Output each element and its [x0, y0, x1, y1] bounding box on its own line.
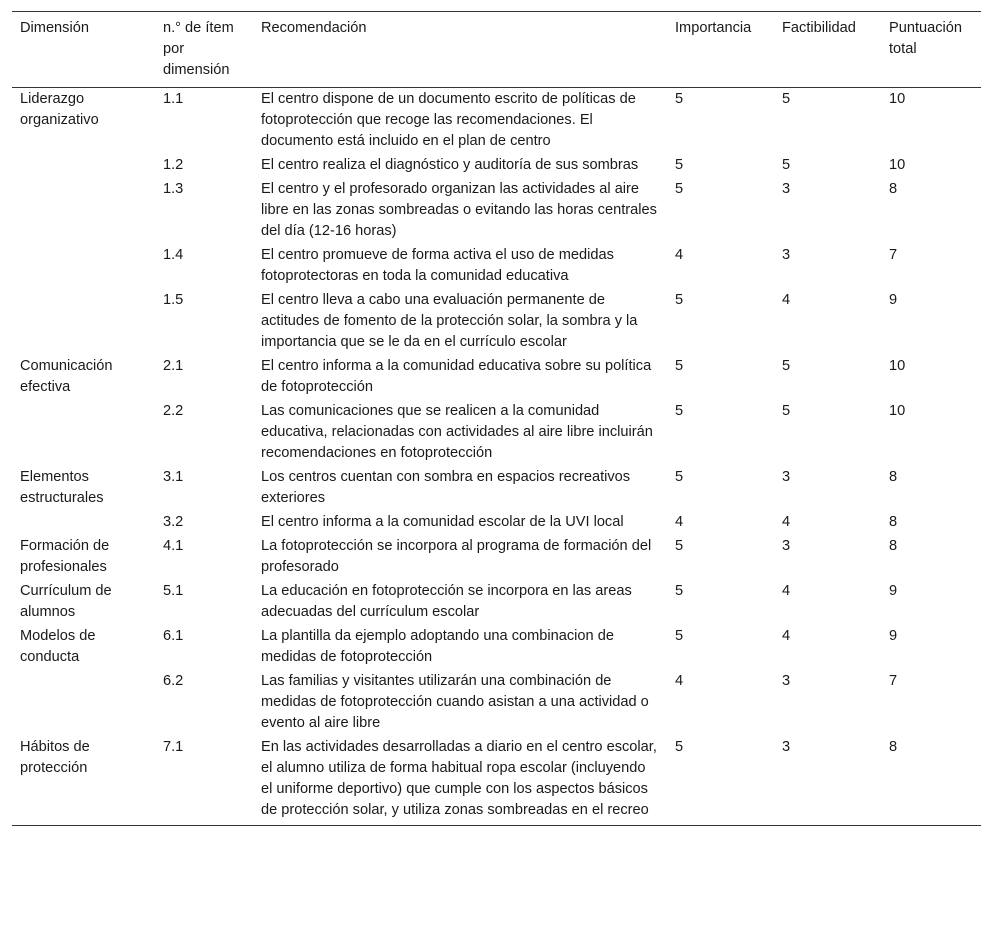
cell-recommendation: La fotoprotección se incorpora al programa de formación del profesorado: [261, 538, 652, 575]
cell-dimension: [12, 288, 155, 354]
cell-importance: 5: [675, 157, 684, 173]
cell-total-score: 8: [889, 538, 898, 554]
cell-dimension: [12, 510, 155, 534]
cell-feasibility: 3: [782, 247, 791, 263]
header-row: [12, 12, 981, 88]
recommendations-table-container: [12, 11, 981, 826]
cell-recommendation: El centro y el profesorado organizan las actividades al aire libre en las zonas sombreadas o evitando las horas centrales del día (12-16 horas): [261, 181, 657, 239]
cell-total-score: 8: [889, 514, 898, 530]
cell-total-score: 8: [881, 735, 981, 826]
recommendations-table: [12, 11, 981, 826]
cell-item-number: 6.2: [163, 673, 184, 689]
cell-dimension: [12, 153, 155, 177]
cell-recommendation: El centro promueve de forma activa el uso de medidas fotoprotectoras en toda la comunidad educativa: [261, 247, 614, 284]
cell-dimension: Elementos estructurales: [20, 469, 104, 506]
cell-total-score: 10: [889, 91, 906, 107]
table-header: [12, 12, 981, 88]
cell-feasibility: 3: [774, 735, 881, 826]
table-row: [12, 288, 981, 354]
cell-importance: 5: [675, 469, 684, 485]
table-row: [12, 534, 981, 579]
cell-feasibility: 5: [782, 157, 791, 173]
cell-importance: 5: [675, 403, 684, 419]
cell-importance: 5: [675, 358, 684, 374]
cell-feasibility: 4: [782, 514, 791, 530]
cell-importance: 5: [675, 583, 684, 599]
cell-recommendation: La plantilla da ejemplo adoptando una combinacion de medidas de fotoprotección: [261, 628, 614, 665]
cell-total-score: 7: [889, 673, 898, 689]
table-row: [12, 399, 981, 465]
cell-feasibility: 4: [782, 583, 791, 599]
cell-item-number: 1.2: [163, 157, 184, 173]
cell-recommendation: El centro informa a la comunidad educativa sobre su política de fotoprotección: [261, 358, 652, 395]
cell-feasibility: 3: [782, 469, 791, 485]
cell-dimension: Modelos de conducta: [20, 628, 96, 665]
cell-item-number: 1.1: [163, 91, 184, 107]
cell-feasibility: 5: [782, 358, 791, 374]
cell-item-number: 6.1: [163, 628, 184, 644]
cell-total-score: 8: [889, 469, 898, 485]
table-row: [12, 735, 981, 826]
table-body: [12, 88, 981, 826]
cell-feasibility: 3: [782, 673, 791, 689]
cell-dimension: Comunicación efectiva: [20, 358, 113, 395]
cell-importance: 5: [675, 538, 684, 554]
cell-feasibility: 3: [782, 538, 791, 554]
cell-total-score: 8: [889, 181, 898, 197]
cell-feasibility: 5: [782, 403, 791, 419]
cell-recommendation: En las actividades desarrolladas a diario en el centro escolar, el alumno utiliza de forma habitual ropa escolar (incluyendo el uniforme deportivo) que cumple con los aspectos básicos de protección solar, y utiliza zonas sombreadas en el recreo: [253, 735, 667, 826]
cell-item-number: 3.1: [163, 469, 184, 485]
cell-total-score: 9: [889, 292, 898, 308]
cell-dimension: [12, 243, 155, 288]
header-recommendation: Recomendación: [253, 12, 667, 88]
cell-item-number: 1.3: [163, 181, 184, 197]
cell-item-number: 7.1: [155, 735, 253, 826]
cell-total-score: 9: [889, 583, 898, 599]
cell-importance: 5: [675, 91, 684, 107]
table-row: [12, 153, 981, 177]
cell-recommendation: Las familias y visitantes utilizarán una combinación de medidas de fotoprotección cuando asistan a una actividad o evento al aire libre: [261, 673, 649, 731]
cell-importance: 5: [667, 735, 774, 826]
cell-total-score: 10: [889, 157, 906, 173]
cell-total-score: 7: [889, 247, 898, 263]
cell-dimension: Hábitos de protección: [12, 735, 155, 826]
cell-total-score: 10: [889, 403, 906, 419]
cell-item-number: 1.5: [163, 292, 184, 308]
cell-dimension: Currículum de alumnos: [20, 583, 112, 620]
cell-item-number: 1.4: [163, 247, 184, 263]
cell-dimension: Liderazgo organizativo: [20, 91, 99, 128]
cell-recommendation: El centro realiza el diagnóstico y auditoría de sus sombras: [261, 157, 639, 173]
table-row: [12, 510, 981, 534]
cell-importance: 4: [675, 247, 684, 263]
header-feasibility: Factibilidad: [774, 12, 881, 88]
cell-importance: 4: [675, 514, 684, 530]
header-total-score: Puntuación total: [881, 12, 981, 88]
cell-recommendation: El centro informa a la comunidad escolar de la UVI local: [261, 514, 624, 530]
table-row: [12, 177, 981, 243]
table-row: [12, 579, 981, 624]
cell-importance: 5: [675, 181, 684, 197]
cell-dimension: [12, 669, 155, 735]
cell-recommendation: Los centros cuentan con sombra en espacios recreativos exteriores: [261, 469, 631, 506]
header-dimension: Dimensión: [12, 12, 155, 88]
cell-dimension: [12, 399, 155, 465]
cell-feasibility: 5: [782, 91, 791, 107]
table-row: [12, 354, 981, 399]
cell-feasibility: 3: [782, 181, 791, 197]
table-row: [12, 88, 981, 154]
cell-item-number: 5.1: [163, 583, 184, 599]
header-item-number: n.° de ítem por dimensión: [155, 12, 253, 88]
cell-recommendation: La educación en fotoprotección se incorpora en las areas adecuadas del currículum escolar: [261, 583, 632, 620]
cell-item-number: 2.1: [163, 358, 184, 374]
cell-item-number: 2.2: [163, 403, 184, 419]
cell-feasibility: 4: [782, 628, 791, 644]
cell-dimension: [12, 177, 155, 243]
cell-total-score: 9: [889, 628, 898, 644]
header-importance: Importancia: [667, 12, 774, 88]
cell-recommendation: El centro dispone de un documento escrito de políticas de fotoprotección que recoge las recomendaciones. El documento está incluido en el plan de centro: [261, 91, 636, 149]
cell-importance: 4: [675, 673, 684, 689]
cell-recommendation: Las comunicaciones que se realicen a la comunidad educativa, relacionadas con actividades al aire libre incluirán recomendaciones en fotoprotección: [261, 403, 653, 461]
cell-importance: 5: [675, 628, 684, 644]
table-row: [12, 624, 981, 669]
table-row: [12, 669, 981, 735]
cell-item-number: 3.2: [163, 514, 184, 530]
table-row: [12, 243, 981, 288]
cell-dimension: Formación de profesionales: [20, 538, 110, 575]
cell-importance: 5: [675, 292, 684, 308]
cell-item-number: 4.1: [163, 538, 184, 554]
cell-recommendation: El centro lleva a cabo una evaluación permanente de actitudes de fomento de la protección solar, la sombra y la importancia que se le da en el currículo escolar: [261, 292, 638, 350]
cell-total-score: 10: [889, 358, 906, 374]
table-row: [12, 465, 981, 510]
cell-feasibility: 4: [782, 292, 791, 308]
